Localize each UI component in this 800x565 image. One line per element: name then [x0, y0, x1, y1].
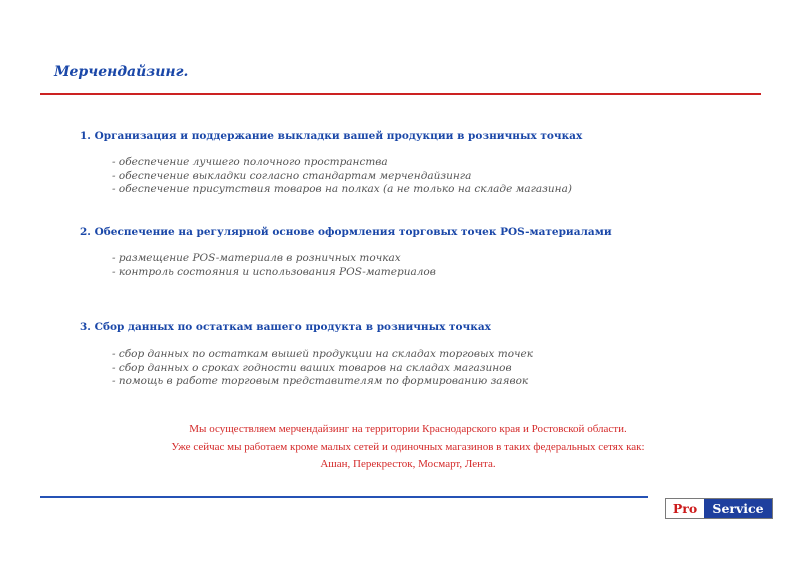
section-heading-3: 3. Сбор данных по остаткам вашего продукта в розничных точках: [80, 321, 491, 333]
logo-pro-text: Pro: [666, 499, 704, 518]
section-heading-2: 2. Обеспечение на регулярной основе оформления торговых точек POS-материалами: [80, 226, 612, 238]
bullet-item: - обеспечение выкладки согласно стандартам мерчендайзинга: [112, 169, 472, 182]
bullet-item: - помощь в работе торговым представителям по формированию заявок: [112, 375, 529, 387]
footer-divider: [40, 496, 648, 498]
section-bullets-2: [112, 252, 436, 279]
bullet-item: - обеспечение присутствия товаров на полках (а не только на складе магазина): [112, 183, 572, 195]
coverage-note: [40, 421, 776, 474]
page-title: Мерчендайзинг.: [54, 64, 189, 80]
bullet-item: - сбор данных о сроках годности ваших товаров на складах магазинов: [112, 361, 512, 374]
bullet-item: - обеспечение лучшего полочного пространства: [112, 156, 388, 168]
note-line: Ашан, Перекресток, Мосмарт, Лента.: [320, 458, 496, 470]
section-bullets-3: [112, 348, 533, 389]
proservice-logo: [665, 498, 773, 519]
bullet-item: - сбор данных по остаткам вышей продукции на складах торговых точек: [112, 348, 534, 360]
bullet-item: - контроль состояния и использования POS-материалов: [112, 265, 436, 278]
logo-service-text: Service: [704, 499, 772, 518]
section-bullets-1: [112, 156, 572, 197]
bullet-item: - размещение POS-материалв в розничных точках: [112, 252, 401, 264]
title-divider: [40, 93, 761, 95]
note-line: Уже сейчас мы работаем кроме малых сетей и одиночных магазинов в таких федеральных сетях как:: [171, 440, 645, 453]
note-line: Мы осуществляем мерчендайзинг на территории Краснодарского края и Ростовской области.: [189, 423, 627, 435]
section-heading-1: 1. Организация и поддержание выкладки вашей продукции в розничных точках: [80, 130, 583, 142]
